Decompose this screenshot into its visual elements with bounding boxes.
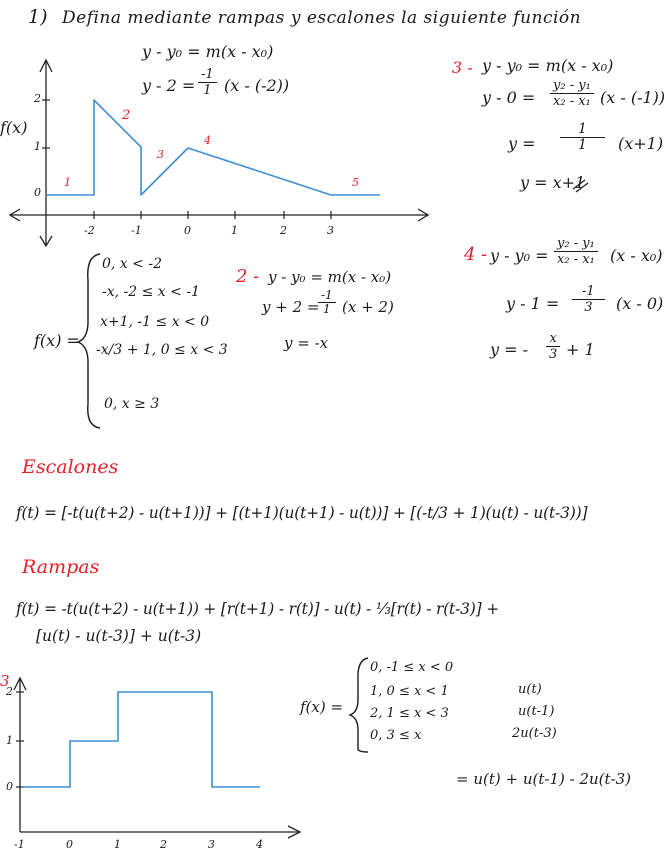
piecewise2-step: u(t) (518, 682, 542, 697)
slope-numerator: -1 (198, 67, 217, 83)
piecewise2-result: = u(t) + u(t-1) - 2u(t-3) (456, 770, 631, 788)
section3-number: 3 - (452, 58, 473, 77)
section3-eq3-right: (x+1) (618, 134, 664, 153)
segment-marker-1: 1 (64, 176, 71, 189)
section4-eq3-denominator: 3 (549, 347, 558, 362)
section4-slope-denominator: x₂ - x₁ (557, 252, 595, 267)
section4-eq2-left: y - 1 = (506, 294, 560, 313)
rampas-title: Rampas (22, 556, 100, 578)
piecewise2-case: 0, 3 ≤ x (370, 728, 422, 743)
problem-number: 1) (28, 6, 48, 28)
section2-slope-numerator: -1 (318, 289, 336, 303)
slope-denominator: 1 (203, 83, 212, 98)
segment-marker-5: 5 (352, 176, 359, 189)
graph1-x-tick: 1 (231, 224, 238, 237)
segment-marker-3: 3 (157, 148, 164, 161)
rampas-line2: [u(t) - u(t-3)] + u(t-3) (36, 627, 202, 645)
section4-eq1-right: (x - x₀) (610, 246, 663, 265)
escalones-formula: f(t) = [-t(u(t+2) - u(t+1))] + [(t+1)(u(t+1) - u(t))] + [(-t/3 + 1)(u(t) - u(t-3))] (16, 504, 588, 522)
section2-eq2-right: (x + 2) (342, 298, 394, 316)
section3-result: y = x+1 (520, 173, 586, 192)
graph1-x-tick: 3 (327, 224, 334, 237)
piecewise2-case: 0, -1 ≤ x < 0 (370, 660, 454, 675)
section4-eq3-left: y = - (490, 340, 529, 359)
rampas-line1: f(t) = -t(u(t+2) - u(t+1)) + [r(t+1) - r(t)] - u(t) - ⅓[r(t) - r(t-3)] + (16, 600, 499, 618)
piecewise-case: -x/3 + 1, 0 ≤ x < 3 (96, 342, 228, 358)
equation-left: y - 2 = (142, 76, 196, 95)
section4-eq1-left: y - y₀ = (490, 246, 549, 265)
graph2-number: 3 (0, 672, 10, 690)
section4-number: 4 - (464, 244, 488, 265)
graph2-x-tick: 4 (256, 838, 263, 851)
piecewise2-label: f(x) = (300, 698, 344, 716)
section3-slope-denominator: x₂ - x₁ (553, 94, 591, 109)
graph2-y-tick: 2 (6, 685, 13, 698)
graph1-y-tick: 2 (34, 92, 41, 105)
graph1-y-tick: 1 (34, 140, 41, 153)
piecewise2-step: u(t-1) (518, 704, 555, 719)
graph1-y-label: f(x) (0, 118, 28, 137)
section3-eq3-denominator: 1 (578, 137, 587, 153)
section4-eq2-right: (x - 0) (616, 294, 664, 313)
escalones-title: Escalones (22, 456, 119, 478)
graph2-y-tick: 1 (6, 734, 13, 747)
graph2-x-tick: 1 (114, 838, 121, 851)
section3-eq3-numerator: 1 (560, 122, 605, 138)
graph1-x-tick: -2 (84, 224, 95, 237)
piecewise-case: x+1, -1 ≤ x < 0 (100, 314, 210, 330)
segment-marker-4: 4 (204, 134, 211, 147)
section4-slope-fraction (554, 236, 598, 267)
graph2-y-tick: 0 (6, 780, 13, 793)
piecewise2-case: 2, 1 ≤ x < 3 (370, 706, 449, 721)
piecewise-case: 0, x < -2 (102, 256, 162, 272)
section3-eq2-right: (x - (-1)) (600, 88, 666, 107)
section3-eq1: y - y₀ = m(x - x₀) (482, 56, 614, 75)
section2-slope-fraction (318, 289, 336, 316)
piecewise-case: 0, x ≥ 3 (104, 396, 160, 412)
section4-slope-numerator: y₂ - y₁ (554, 236, 598, 252)
graph1-x-tick: 0 (184, 224, 191, 237)
piecewise2-step: 2u(t-3) (512, 726, 557, 741)
piecewise-label: f(x) = (34, 331, 80, 350)
section2-result: y = -x (284, 334, 329, 352)
piecewise-case: -x, -2 ≤ x < -1 (102, 284, 200, 300)
section4-eq3-fraction (546, 331, 560, 362)
section2-eq2-left: y + 2 = (262, 298, 320, 316)
graph2-x-tick: 0 (66, 838, 73, 851)
section4-eq3-right: + 1 (566, 340, 595, 359)
problem-statement: Defina mediante rampas y escalones la siguiente función (62, 8, 582, 28)
section3-eq3-left: y = (508, 134, 536, 153)
graph2-x-tick: 3 (208, 838, 215, 851)
point-slope-equation: y - y₀ = m(x - x₀) (142, 42, 274, 61)
equation-right: (x - (-2)) (224, 76, 290, 95)
section2-slope-denominator: 1 (323, 302, 331, 316)
section2-eq1: y - y₀ = m(x - x₀) (268, 268, 392, 286)
section4-eq2-denominator: 3 (584, 300, 593, 315)
section3-slope-fraction (550, 78, 594, 109)
graph1-x-tick: 2 (280, 224, 287, 237)
graph2-x-tick: 2 (160, 838, 167, 851)
section3-eq3-fraction (560, 122, 605, 153)
segment-marker-2: 2 (122, 108, 131, 123)
section2-number: 2 - (236, 266, 260, 287)
section4-eq2-fraction (572, 284, 605, 315)
section3-eq2-left: y - 0 = (482, 88, 536, 107)
section3-slope-numerator: y₂ - y₁ (550, 78, 594, 94)
graph1-x-tick: -1 (131, 224, 142, 237)
section4-eq3-numerator: x (546, 331, 559, 347)
section4-eq2-numerator: -1 (572, 284, 605, 300)
piecewise2-case: 1, 0 ≤ x < 1 (370, 684, 449, 699)
graph1-y-tick: 0 (34, 186, 41, 199)
graph2-x-tick: -1 (14, 838, 25, 851)
